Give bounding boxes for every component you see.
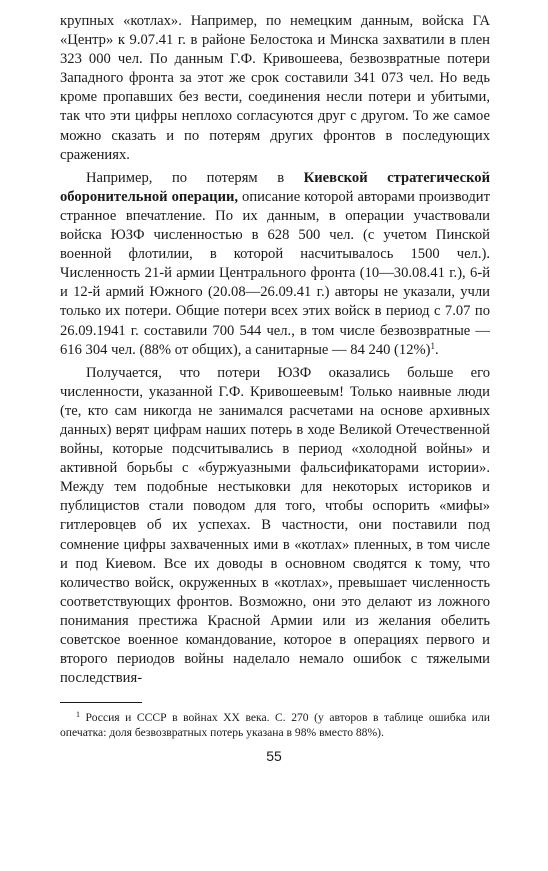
- paragraph-2-body: описание которой авторами производит странное впечатление. По их данным, в операции участвовали войска ЮЗФ численностью в 628 500 чел. (с учетом Пинской военной флотилии, в которой насчитывалось 1500 чел.). Численность 21-й армии Центрального фронта (10—30.08.41 г.), 6-й и 12-й армий Южного (20.08—26.09.41 г.) авторы не указали, учли только их потери. Общие потери всех этих войск в период с 7.07 по 26.09.1941 г. составили 700 544 чел., в том числе безвозвратные — 616 304 чел. (88% от общих), а санитарные — 84 240 (12%): [60, 188, 490, 358]
- book-page: [60, 12, 490, 740]
- page-number: 55: [266, 748, 282, 764]
- paragraph-2-intro: Например, по потерям в: [86, 169, 304, 186]
- paragraph-3: Получается, что потери ЮЗФ оказались больше его численности, указанной Г.Ф. Кривошеевым! Только наивные люди (те, кто сам никогда не занимался расчетами на основе архивных данных) верят цифрам наших потерь в ходе Великой Отечественной войны, которые подсчитывались в период «холодной войны» и активной борьбы с «буржуазными фальсификаторами истории». Между тем подобные нестыковки для некоторых историков и публицистов стали поводом для того, чтобы оспорить «мифы» гитлеровцев об их успехах. В частности, они поставили под сомнение цифры захваченных ими в «котлах» пленных, в том числе и под Киевом. Все их доводы в основном сводятся к тому, что количество войск, окруженных в «котлах», превышает численность соответствующих фронтов. Возможно, они это делают из ложного понимания престижа Красной Армии или из желания обелить советское военное командование, которое в операциях первого и второго периодов войны наделало немало ошибок с тяжелыми последствия-: [60, 364, 490, 687]
- footnote-mark: 1: [76, 710, 80, 720]
- paragraph-2: [60, 169, 490, 360]
- paragraph-2-end: .: [435, 341, 439, 358]
- footnote-text: Россия и СССР в войнах XX века. С. 270 (у авторов в таблице ошибка или опечатка: доля безвозвратных потерь указана в 98% вместо 88%).: [60, 711, 490, 740]
- footnote: [60, 710, 490, 740]
- footnote-divider: [60, 702, 142, 703]
- operation-name: Киевской стратегической оборонительной операции,: [60, 169, 490, 205]
- paragraph-1: крупных «котлах». Например, по немецким данным, войска ГА «Центр» к 9.07.41 г. в районе Белостока и Минска захватили в плен 323 000 чел. По данным Г.Ф. Кривошеева, безвозвратные потери Западного фронта за этот же срок составили 341 073 чел. Но ведь кроме пропавших без вести, соединения несли потери и убитыми, так что эти цифры неплохо согласуются друг с другом. То же самое можно сказать и по потерям других фронтов в последующих сражениях.: [60, 13, 490, 163]
- footnote-reference[interactable]: 1: [430, 340, 436, 351]
